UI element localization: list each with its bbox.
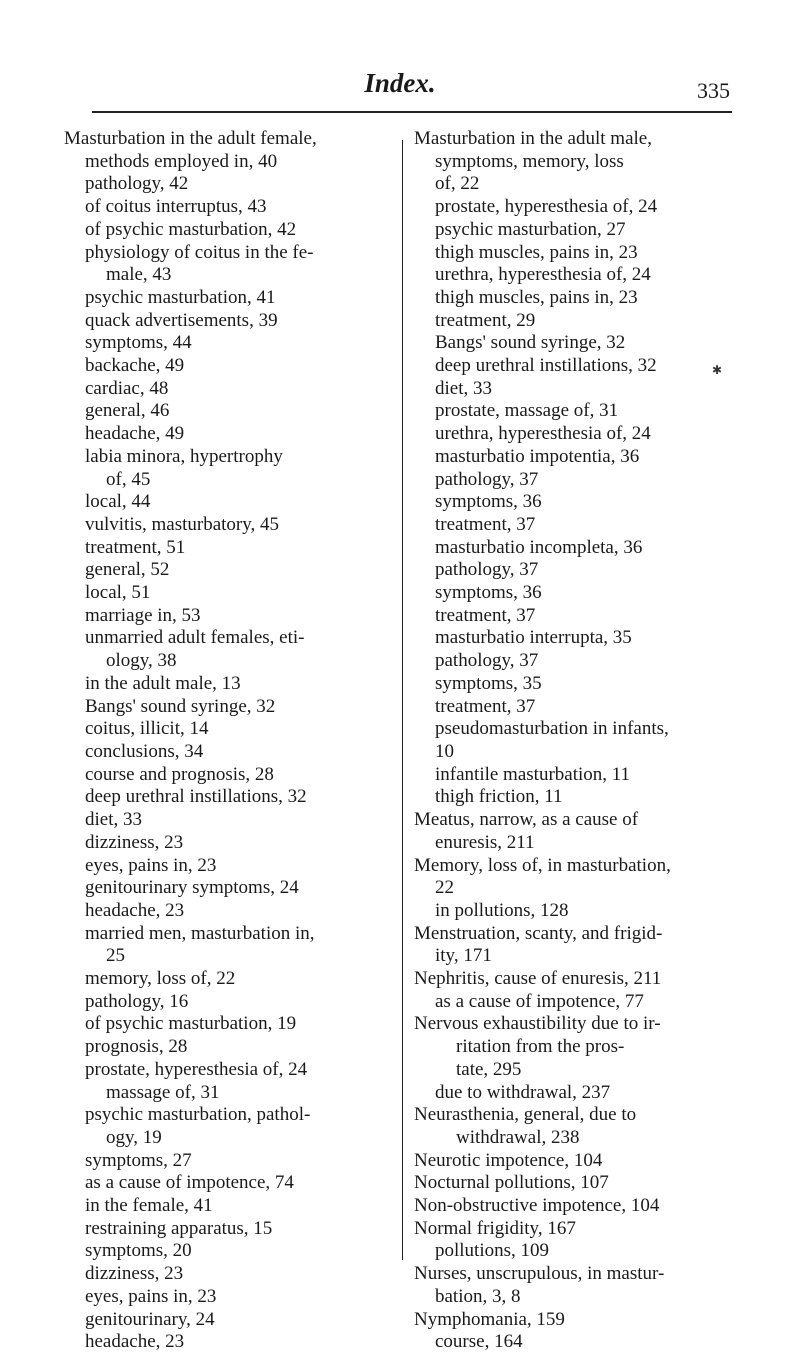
- index-entry: ritation from the pros-: [456, 1036, 625, 1058]
- running-title: Index.: [364, 68, 436, 98]
- index-entry: 10: [435, 740, 454, 762]
- index-entry: enuresis, 211: [435, 831, 535, 853]
- index-entry: of, 45: [106, 468, 151, 490]
- index-entry: ology, 38: [106, 650, 177, 672]
- index-entry: in the adult male, 13: [85, 672, 241, 694]
- index-entry: conclusions, 34: [85, 740, 204, 762]
- index-entry: general, 46: [85, 400, 170, 422]
- index-entry: pathology, 42: [85, 173, 189, 195]
- index-entry: symptoms, 27: [85, 1149, 192, 1171]
- index-entry: bation, 3, 8: [435, 1285, 521, 1307]
- index-entry: masturbatio interrupta, 35: [435, 627, 632, 649]
- index-entry: pathology, 37: [435, 468, 539, 490]
- index-entry: tate, 295: [456, 1058, 522, 1080]
- index-entry: of, 22: [435, 173, 480, 195]
- index-entry: 25: [106, 945, 125, 967]
- index-entry: prostate, hyperesthesia of, 24: [435, 196, 658, 218]
- index-entry: infantile masturbation, 11: [435, 763, 631, 785]
- index-entry: pollutions, 109: [435, 1240, 550, 1262]
- index-entry: psychic masturbation, pathol-: [85, 1104, 311, 1126]
- column-divider: [402, 140, 403, 1260]
- index-entry: in the female, 41: [85, 1195, 213, 1217]
- index-entry: Non-obstructive impotence, 104: [414, 1195, 660, 1217]
- index-entry: deep urethral instillations, 32: [85, 786, 307, 808]
- index-entry: labia minora, hypertrophy: [85, 445, 283, 467]
- index-entry: Memory, loss of, in masturbation,: [414, 854, 671, 876]
- index-entry: psychic masturbation, 27: [435, 218, 626, 240]
- asterisk-mark: ✱: [712, 363, 723, 377]
- index-entry: dizziness, 23: [85, 831, 184, 853]
- index-entry: eyes, pains in, 23: [85, 854, 217, 876]
- index-entry: Nymphomania, 159: [414, 1308, 565, 1330]
- index-entry: pathology, 37: [435, 559, 539, 581]
- index-entry: due to withdrawal, 237: [435, 1081, 611, 1103]
- index-entry: symptoms, 44: [85, 332, 192, 354]
- index-entry: cardiac, 48: [85, 377, 169, 399]
- index-entry: diet, 33: [435, 377, 492, 399]
- index-entry: Nephritis, cause of enuresis, 211: [414, 968, 662, 990]
- index-entry: of psychic masturbation, 42: [85, 218, 297, 240]
- index-column-left: [64, 128, 400, 1354]
- index-entry: massage of, 31: [106, 1081, 220, 1103]
- index-entry: 22: [435, 877, 454, 899]
- index-entry: symptoms, 20: [85, 1240, 192, 1262]
- index-entry: Masturbation in the adult male,: [414, 128, 652, 149]
- index-entry: headache, 49: [85, 423, 185, 445]
- index-entry: masturbatio impotentia, 36: [435, 445, 640, 467]
- index-entry: quack advertisements, 39: [85, 309, 278, 331]
- index-entry: physiology of coitus in the fe-: [85, 241, 314, 263]
- index-entry: course, 164: [435, 1331, 523, 1353]
- index-entry: methods employed in, 40: [85, 150, 278, 172]
- header-rule: [92, 111, 732, 113]
- index-entry: prostate, hyperesthesia of, 24: [85, 1058, 308, 1080]
- index-entry: urethra, hyperesthesia of, 24: [435, 264, 651, 286]
- index-entry: thigh friction, 11: [435, 786, 563, 808]
- index-entry: prognosis, 28: [85, 1036, 188, 1058]
- index-entry: in pollutions, 128: [435, 899, 569, 921]
- index-entry: as a cause of impotence, 77: [435, 990, 644, 1012]
- index-entry: backache, 49: [85, 355, 185, 377]
- index-entry: genitourinary symptoms, 24: [85, 877, 299, 899]
- index-entry: marriage in, 53: [85, 604, 201, 626]
- index-entry: coitus, illicit, 14: [85, 718, 209, 740]
- index-entry: Neurotic impotence, 104: [414, 1149, 603, 1171]
- index-entry: dizziness, 23: [85, 1263, 184, 1285]
- index-entry: as a cause of impotence, 74: [85, 1172, 294, 1194]
- index-entry: treatment, 37: [435, 604, 536, 626]
- index-entry: eyes, pains in, 23: [85, 1285, 217, 1307]
- index-entry: thigh muscles, pains in, 23: [435, 241, 638, 263]
- index-entry: pathology, 16: [85, 990, 189, 1012]
- index-entry: treatment, 51: [85, 536, 186, 558]
- page-number: 335: [697, 78, 730, 103]
- index-entry: symptoms, 35: [435, 672, 542, 694]
- index-entry: local, 44: [85, 491, 151, 513]
- index-column-right: [414, 128, 744, 1354]
- index-entry: Nocturnal pollutions, 107: [414, 1172, 609, 1194]
- index-entry: masturbatio incompleta, 36: [435, 536, 643, 558]
- index-entry: vulvitis, masturbatory, 45: [85, 513, 280, 535]
- page-header: [0, 66, 800, 103]
- index-entry: male, 43: [106, 264, 172, 286]
- index-entry: symptoms, 36: [435, 491, 542, 513]
- index-entry: treatment, 29: [435, 309, 536, 331]
- index-entry: deep urethral instillations, 32: [435, 355, 657, 377]
- index-entry: psychic masturbation, 41: [85, 286, 276, 308]
- index-entry: pseudomasturbation in infants,: [435, 718, 669, 740]
- index-entry: prostate, massage of, 31: [435, 400, 619, 422]
- index-entry: pathology, 37: [435, 650, 539, 672]
- index-entry: memory, loss of, 22: [85, 968, 236, 990]
- index-entry: withdrawal, 238: [456, 1126, 580, 1148]
- index-entry: Bangs' sound syringe, 32: [85, 695, 276, 717]
- index-entry: general, 52: [85, 559, 170, 581]
- index-entry: symptoms, memory, loss: [435, 150, 624, 172]
- index-entry: Bangs' sound syringe, 32: [435, 332, 626, 354]
- index-entry: of psychic masturbation, 19: [85, 1013, 297, 1035]
- index-entry: thigh muscles, pains in, 23: [435, 286, 638, 308]
- index-entry: Meatus, narrow, as a cause of: [414, 809, 639, 831]
- index-entry: Menstruation, scanty, and frigid-: [414, 922, 663, 944]
- index-entry: Normal frigidity, 167: [414, 1217, 576, 1239]
- index-entry: unmarried adult females, eti-: [85, 627, 305, 649]
- index-entry: ity, 171: [435, 945, 492, 967]
- index-entry: treatment, 37: [435, 695, 536, 717]
- index-entry: course and prognosis, 28: [85, 763, 274, 785]
- index-entry: treatment, 37: [435, 513, 536, 535]
- index-entry: diet, 33: [85, 809, 142, 831]
- index-entry: of coitus interruptus, 43: [85, 196, 267, 218]
- index-entry: symptoms, 36: [435, 582, 542, 604]
- index-entry: restraining apparatus, 15: [85, 1217, 273, 1239]
- index-entry: Masturbation in the adult female,: [64, 128, 317, 149]
- index-entry: Nurses, unscrupulous, in mastur-: [414, 1263, 665, 1285]
- index-entry: Neurasthenia, general, due to: [414, 1104, 637, 1126]
- index-entry: married men, masturbation in,: [85, 922, 315, 944]
- index-entry: headache, 23: [85, 1331, 185, 1353]
- index-entry: ogy, 19: [106, 1126, 162, 1148]
- index-entry: headache, 23: [85, 899, 185, 921]
- index-entry: urethra, hyperesthesia of, 24: [435, 423, 651, 445]
- index-entry: genitourinary, 24: [85, 1308, 215, 1330]
- index-entry: Nervous exhaustibility due to ir-: [414, 1013, 661, 1035]
- index-entry: local, 51: [85, 582, 151, 604]
